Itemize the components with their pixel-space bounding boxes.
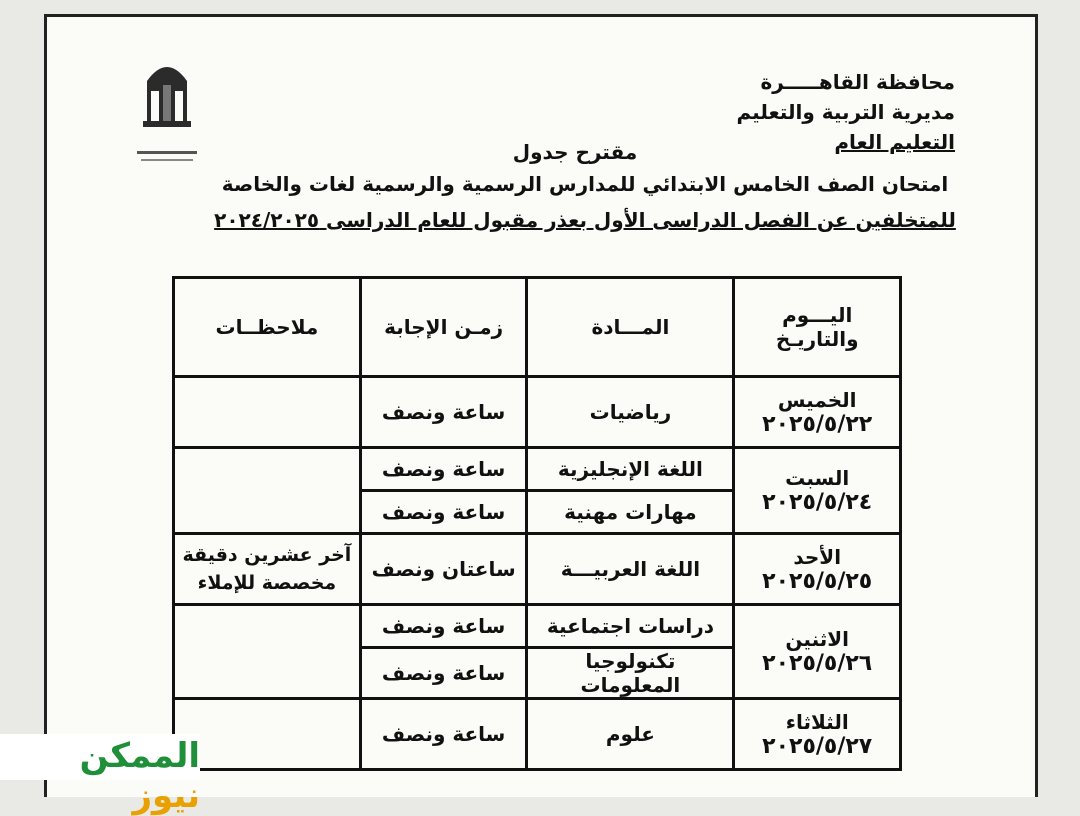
duration-cell: ساعة ونصف	[360, 377, 527, 448]
title-line-1: مقترح جدول	[512, 140, 638, 164]
subject-cell: رياضيات	[527, 377, 734, 448]
watermark-part-1: الممكن	[79, 736, 200, 776]
table-row	[174, 448, 901, 491]
table-row	[174, 605, 901, 648]
subject-cell: مهارات مهنية	[527, 491, 734, 534]
notes-cell	[174, 448, 361, 534]
site-watermark	[0, 734, 200, 816]
duration-cell: ساعة ونصف	[360, 491, 527, 534]
day-cell: الأحد ٢٠٢٥/٥/٢٥	[734, 534, 901, 605]
subject-cell: اللغة الإنجليزية	[527, 448, 734, 491]
notes-cell: آخر عشرين دقيقة مخصصة للإملاء	[174, 534, 361, 605]
header-duration: زمـن الإجابة	[360, 278, 527, 377]
header-day: اليـــوم والتاريـخ	[734, 278, 901, 377]
document-title	[0, 140, 1080, 232]
duration-cell: ساعة ونصف	[360, 699, 527, 770]
duration-cell: ساعة ونصف	[360, 648, 527, 699]
title-line-2: امتحان الصف الخامس الابتدائي للمدارس الرسمية والرسمية لغات والخاصة	[221, 172, 949, 196]
duration-cell: ساعة ونصف	[360, 605, 527, 648]
notes-cell	[174, 699, 361, 770]
governorate-label: محافظة القاهـــــرة	[760, 70, 955, 94]
duration-cell: ساعتان ونصف	[360, 534, 527, 605]
table-header-row	[174, 278, 901, 377]
day-cell: الثلاثاء ٢٠٢٥/٥/٢٧	[734, 699, 901, 770]
exam-schedule-table	[172, 276, 902, 771]
table-row	[174, 534, 901, 605]
day-cell: السبت ٢٠٢٥/٥/٢٤	[734, 448, 901, 534]
duration-cell: ساعة ونصف	[360, 448, 527, 491]
directorate-label: مديرية التربية والتعليم	[736, 100, 955, 124]
notes-cell	[174, 605, 361, 699]
header-subject: المـــادة	[527, 278, 734, 377]
table-row	[174, 699, 901, 770]
day-cell: الخميس ٢٠٢٥/٥/٢٢	[734, 377, 901, 448]
header-notes: ملاحظــات	[174, 278, 361, 377]
subject-cell: اللغة العربيـــة	[527, 534, 734, 605]
subject-cell: علوم	[527, 699, 734, 770]
subject-cell: دراسات اجتماعية	[527, 605, 734, 648]
watermark-part-2: نيوز	[132, 776, 200, 816]
department-label: التعليم العام	[834, 130, 955, 154]
table-row	[174, 377, 901, 448]
title-line-3: للمتخلفين عن الفصل الدراسى الأول بعذر مقبول للعام الدراسى ٢٠٢٤/٢٠٢٥	[214, 208, 956, 232]
day-cell: الاثنين ٢٠٢٥/٥/٢٦	[734, 605, 901, 699]
notes-cell	[174, 377, 361, 448]
subject-cell: تكنولوجيا المعلومات	[527, 648, 734, 699]
